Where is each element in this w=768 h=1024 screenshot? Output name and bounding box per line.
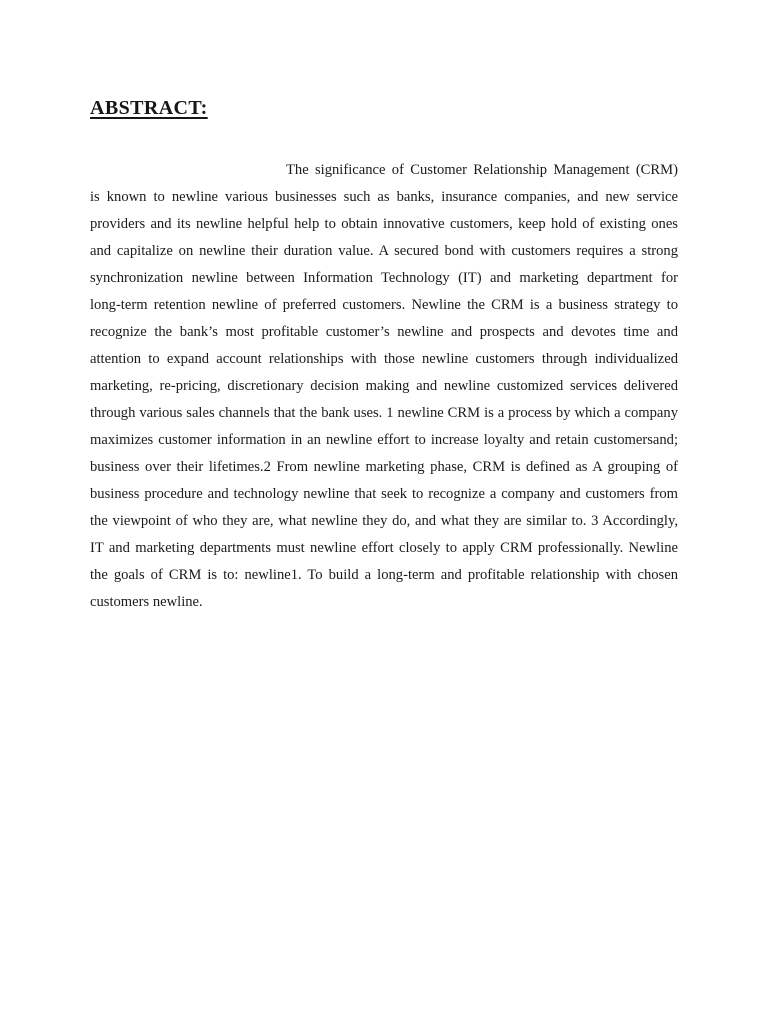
paragraph-line: marketing, re-pricing, discretionary decision making and newline customized services delivered	[90, 378, 678, 394]
paragraph-line: synchronization newline between Information Technology (IT) and marketing department for	[90, 270, 678, 286]
abstract-heading: ABSTRACT:	[90, 97, 208, 119]
paragraph-line: providers and its newline helpful help to obtain innovative customers, keep hold of existing ones	[90, 216, 678, 232]
paragraph-line: the viewpoint of who they are, what newline they do, and what they are similar to. 3 Accordingly,	[90, 513, 678, 529]
paragraph-line: through various sales channels that the bank uses. 1 newline CRM is a process by which a company	[90, 405, 678, 421]
page-content	[90, 97, 678, 616]
paragraph-line: business over their lifetimes.2 From newline marketing phase, CRM is defined as A grouping of	[90, 459, 678, 475]
paragraph-line: long-term retention newline of preferred customers. Newline the CRM is a business strategy to	[90, 297, 678, 313]
paragraph-line: the goals of CRM is to: newline1. To build a long-term and profitable relationship with chosen	[90, 567, 678, 583]
paragraph-line: business procedure and technology newline that seek to recognize a company and customers from	[90, 486, 678, 502]
paragraph-line: attention to expand account relationships with those newline customers through individualized	[90, 351, 678, 367]
paragraph-line: and capitalize on newline their duration value. A secured bond with customers requires a strong	[90, 243, 678, 259]
paragraph-line: is known to newline various businesses such as banks, insurance companies, and new service	[90, 189, 678, 205]
paragraph-line: The significance of Customer Relationship Management (CRM)	[286, 162, 678, 178]
abstract-paragraph	[90, 157, 678, 616]
paragraph-line: customers newline.	[90, 594, 203, 610]
paragraph-line: recognize the bank’s most profitable customer’s newline and prospects and devotes time and	[90, 324, 678, 340]
paragraph-line: maximizes customer information in an newline effort to increase loyalty and retain customersand;	[90, 432, 678, 448]
paragraph-line: IT and marketing departments must newline effort closely to apply CRM professionally. Newline	[90, 540, 678, 556]
